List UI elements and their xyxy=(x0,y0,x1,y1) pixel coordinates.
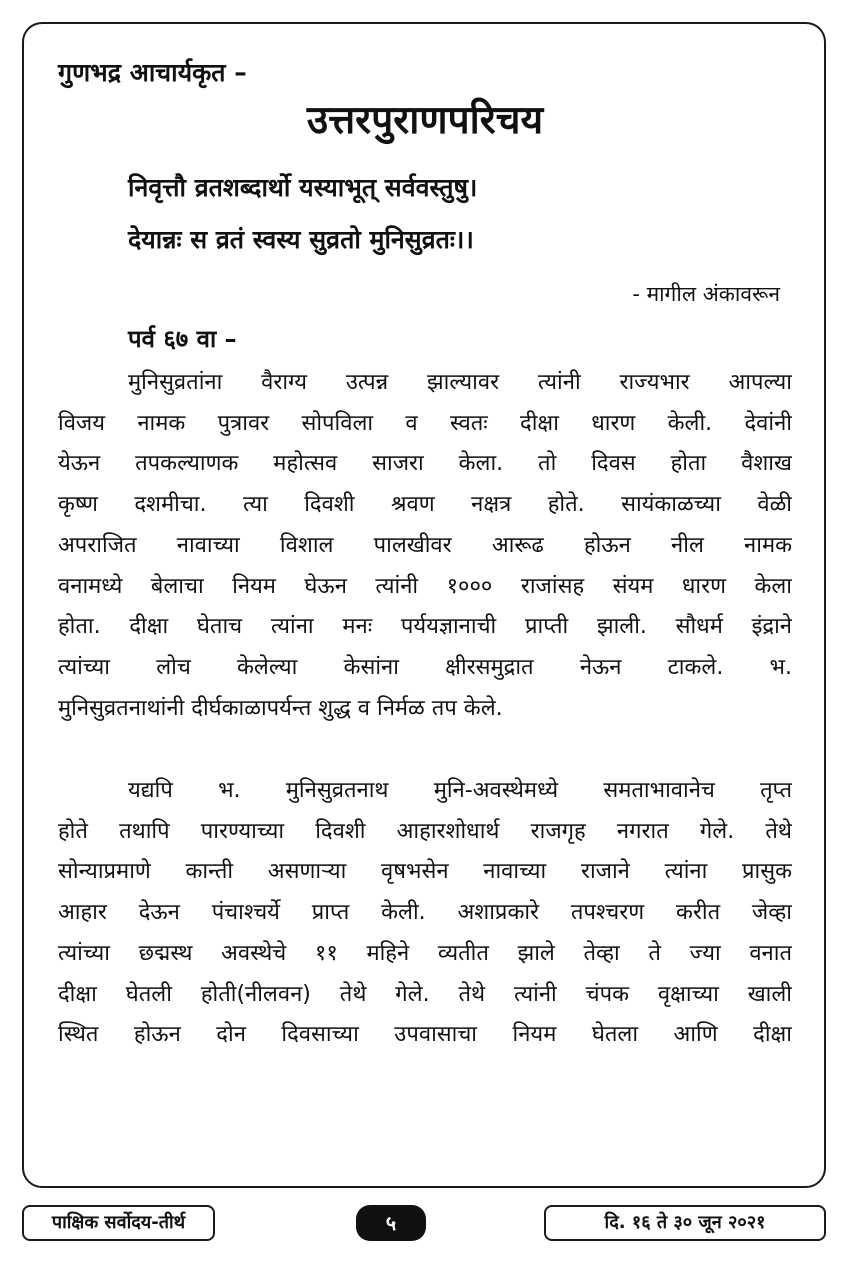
paragraph-1-line: अपराजित नावाच्या विशाल पालखीवर आरूढ होऊन नील नामक xyxy=(58,532,792,558)
paragraph-1-line: होता. दीक्षा घेताच त्यांना मनः पर्ययज्ञानाची प्राप्ती झाली. सौधर्म इंद्राने xyxy=(58,614,792,640)
verse-line-2: देयान्नः स व्रतं स्वस्य सुव्रतो मुनिसुव्रतः।। xyxy=(128,225,474,254)
paragraph-2-line: त्यांच्या छद्मस्थ अवस्थेचे ११ महिने व्यतीत झाले तेव्हा ते ज्या वनात xyxy=(58,940,792,966)
paragraph-1-line: विजय नामक पुत्रावर सोपविला व स्वतः दीक्षा धारण केली. देवांनी xyxy=(58,410,792,436)
paragraph-1-line: वनामध्ये बेलाचा नियम घेऊन त्यांनी १००० राजांसह संयम धारण केला xyxy=(58,573,792,599)
paragraph-1-line: त्यांच्या लोच केलेल्या केसांना क्षीरसमुद्रात नेऊन टाकले. भ. xyxy=(58,654,792,680)
paragraph-1-line: कृष्ण दशमीचा. त्या दिवशी श्रवण नक्षत्र होते. सायंकाळच्या वेळी xyxy=(58,492,792,518)
paragraph-1-line: मुनिसुव्रतांना वैराग्य उत्पन्न झाल्यावर त्यांनी राज्यभार आपल्या xyxy=(128,370,792,395)
page-number: ५ xyxy=(356,1205,426,1241)
continuation-credit: - मागील अंकावरून xyxy=(632,282,780,306)
verse-line-1: निवृत्तौ व्रतशब्दार्थो यस्याभूत् सर्ववस्तुषु। xyxy=(128,173,478,202)
issue-date: दि. १६ ते ३० जून २०२१ xyxy=(544,1205,826,1241)
paragraph-1-line: मुनिसुव्रतनाथांनी दीर्घकाळापर्यन्त शुद्ध व निर्मळ तप केले. xyxy=(58,695,503,721)
paragraph-2-line: यद्यपि भ. मुनिसुव्रतनाथ मुनि-अवस्थेमध्ये समताभावानेच तृप्त xyxy=(128,778,792,803)
paragraph-2-line: दीक्षा घेतली होती(नीलवन) तेथे गेले. तेथे त्यांनी चंपक वृक्षाच्या खाली xyxy=(58,981,792,1007)
paragraph-1-line: येऊन तपकल्याणक महोत्सव साजरा केला. तो दिवस होता वैशाख xyxy=(58,451,792,477)
publication-name: पाक्षिक सर्वोदय-तीर्थ xyxy=(22,1205,215,1241)
section-heading: पर्व ६७ वा – xyxy=(128,325,237,353)
paragraph-2-line: सोन्याप्रमाणे कान्ती असणाऱ्या वृषभसेन नावाच्या राजाने त्यांना प्रासुक xyxy=(58,859,792,885)
paragraph-2-line: आहार देऊन पंचाश्चर्ये प्राप्त केली. अशाप्रकारे तपश्चरण करीत जेव्हा xyxy=(58,900,792,926)
paragraph-2-line: होते तथापि पारण्याच्या दिवशी आहारशोधार्थ राजगृह नगरात गेले. तेथे xyxy=(58,818,792,844)
article-intro: गुणभद्र आचार्यकृत – xyxy=(58,58,247,87)
article-title: उत्तरपुराणपरिचय xyxy=(306,98,544,143)
paragraph-2-line: स्थित होऊन दोन दिवसाच्या उपवासाचा नियम घेतला आणि दीक्षा xyxy=(58,1022,792,1048)
